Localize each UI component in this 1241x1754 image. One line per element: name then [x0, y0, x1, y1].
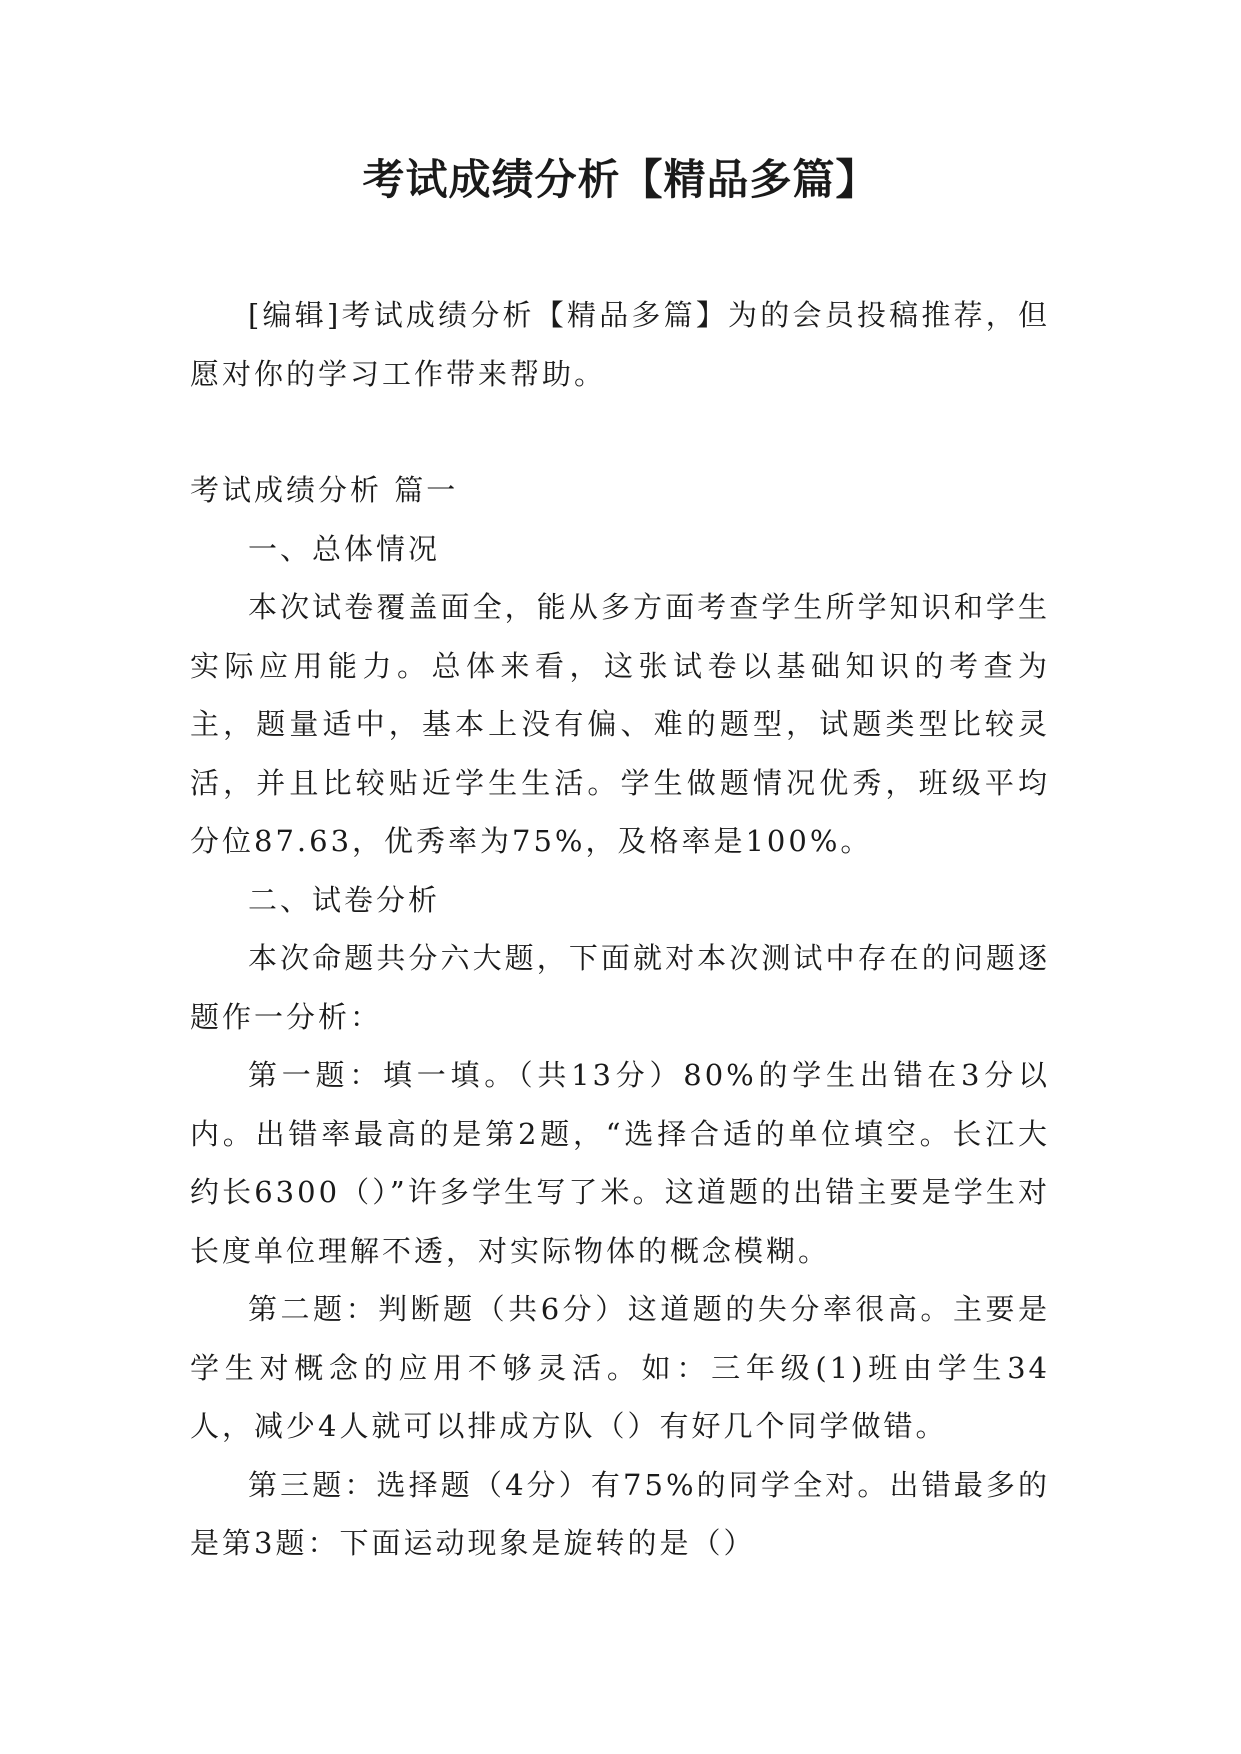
paragraph-question-2: 第二题：判断题（共6分）这道题的失分率很高。主要是学生对概念的应用不够灵活。如：三年级(1)班由学生34人，减少4人就可以排成方队（）有好几个同学做错。: [190, 1292, 1050, 1443]
intro-paragraph: [编辑]考试成绩分析【精品多篇】为的会员投稿推荐，但愿对你的学习工作带来帮助。: [190, 298, 1050, 391]
heading-analysis: 二、试卷分析: [248, 882, 441, 917]
section-heading: 考试成绩分析 篇一: [190, 473, 459, 507]
paragraph-question-3: 第三题：选择题（4分）有75%的同学全对。出错最多的是第3题：下面运动现象是旋转的是（）: [190, 1467, 1050, 1560]
document-title: 考试成绩分析【精品多篇】: [362, 155, 879, 204]
paragraph-analysis-intro: 本次命题共分六大题，下面就对本次测试中存在的问题逐题作一分析：: [190, 941, 1050, 1034]
paragraph-question-1: 第一题：填一填。（共13分）80%的学生出错在3分以内。出错率最高的是第2题，“选择合适的单位填空。长江大约长6300（）”许多学生写了米。这道题的出错主要是学生对长度单位理解不透，对实际物体的概念模糊。: [190, 1058, 1050, 1268]
paragraph-overall: 本次试卷覆盖面全，能从多方面考查学生所学知识和学生实际应用能力。总体来看，这张试卷以基础知识的考查为主，题量适中，基本上没有偏、难的题型，试题类型比较灵活，并且比较贴近学生生活。学生做题情况优秀，班级平均分位87.63，优秀率为75%，及格率是100%。: [190, 590, 1050, 858]
heading-overall: 一、总体情况: [248, 531, 441, 566]
document-body: [190, 286, 1050, 1573]
